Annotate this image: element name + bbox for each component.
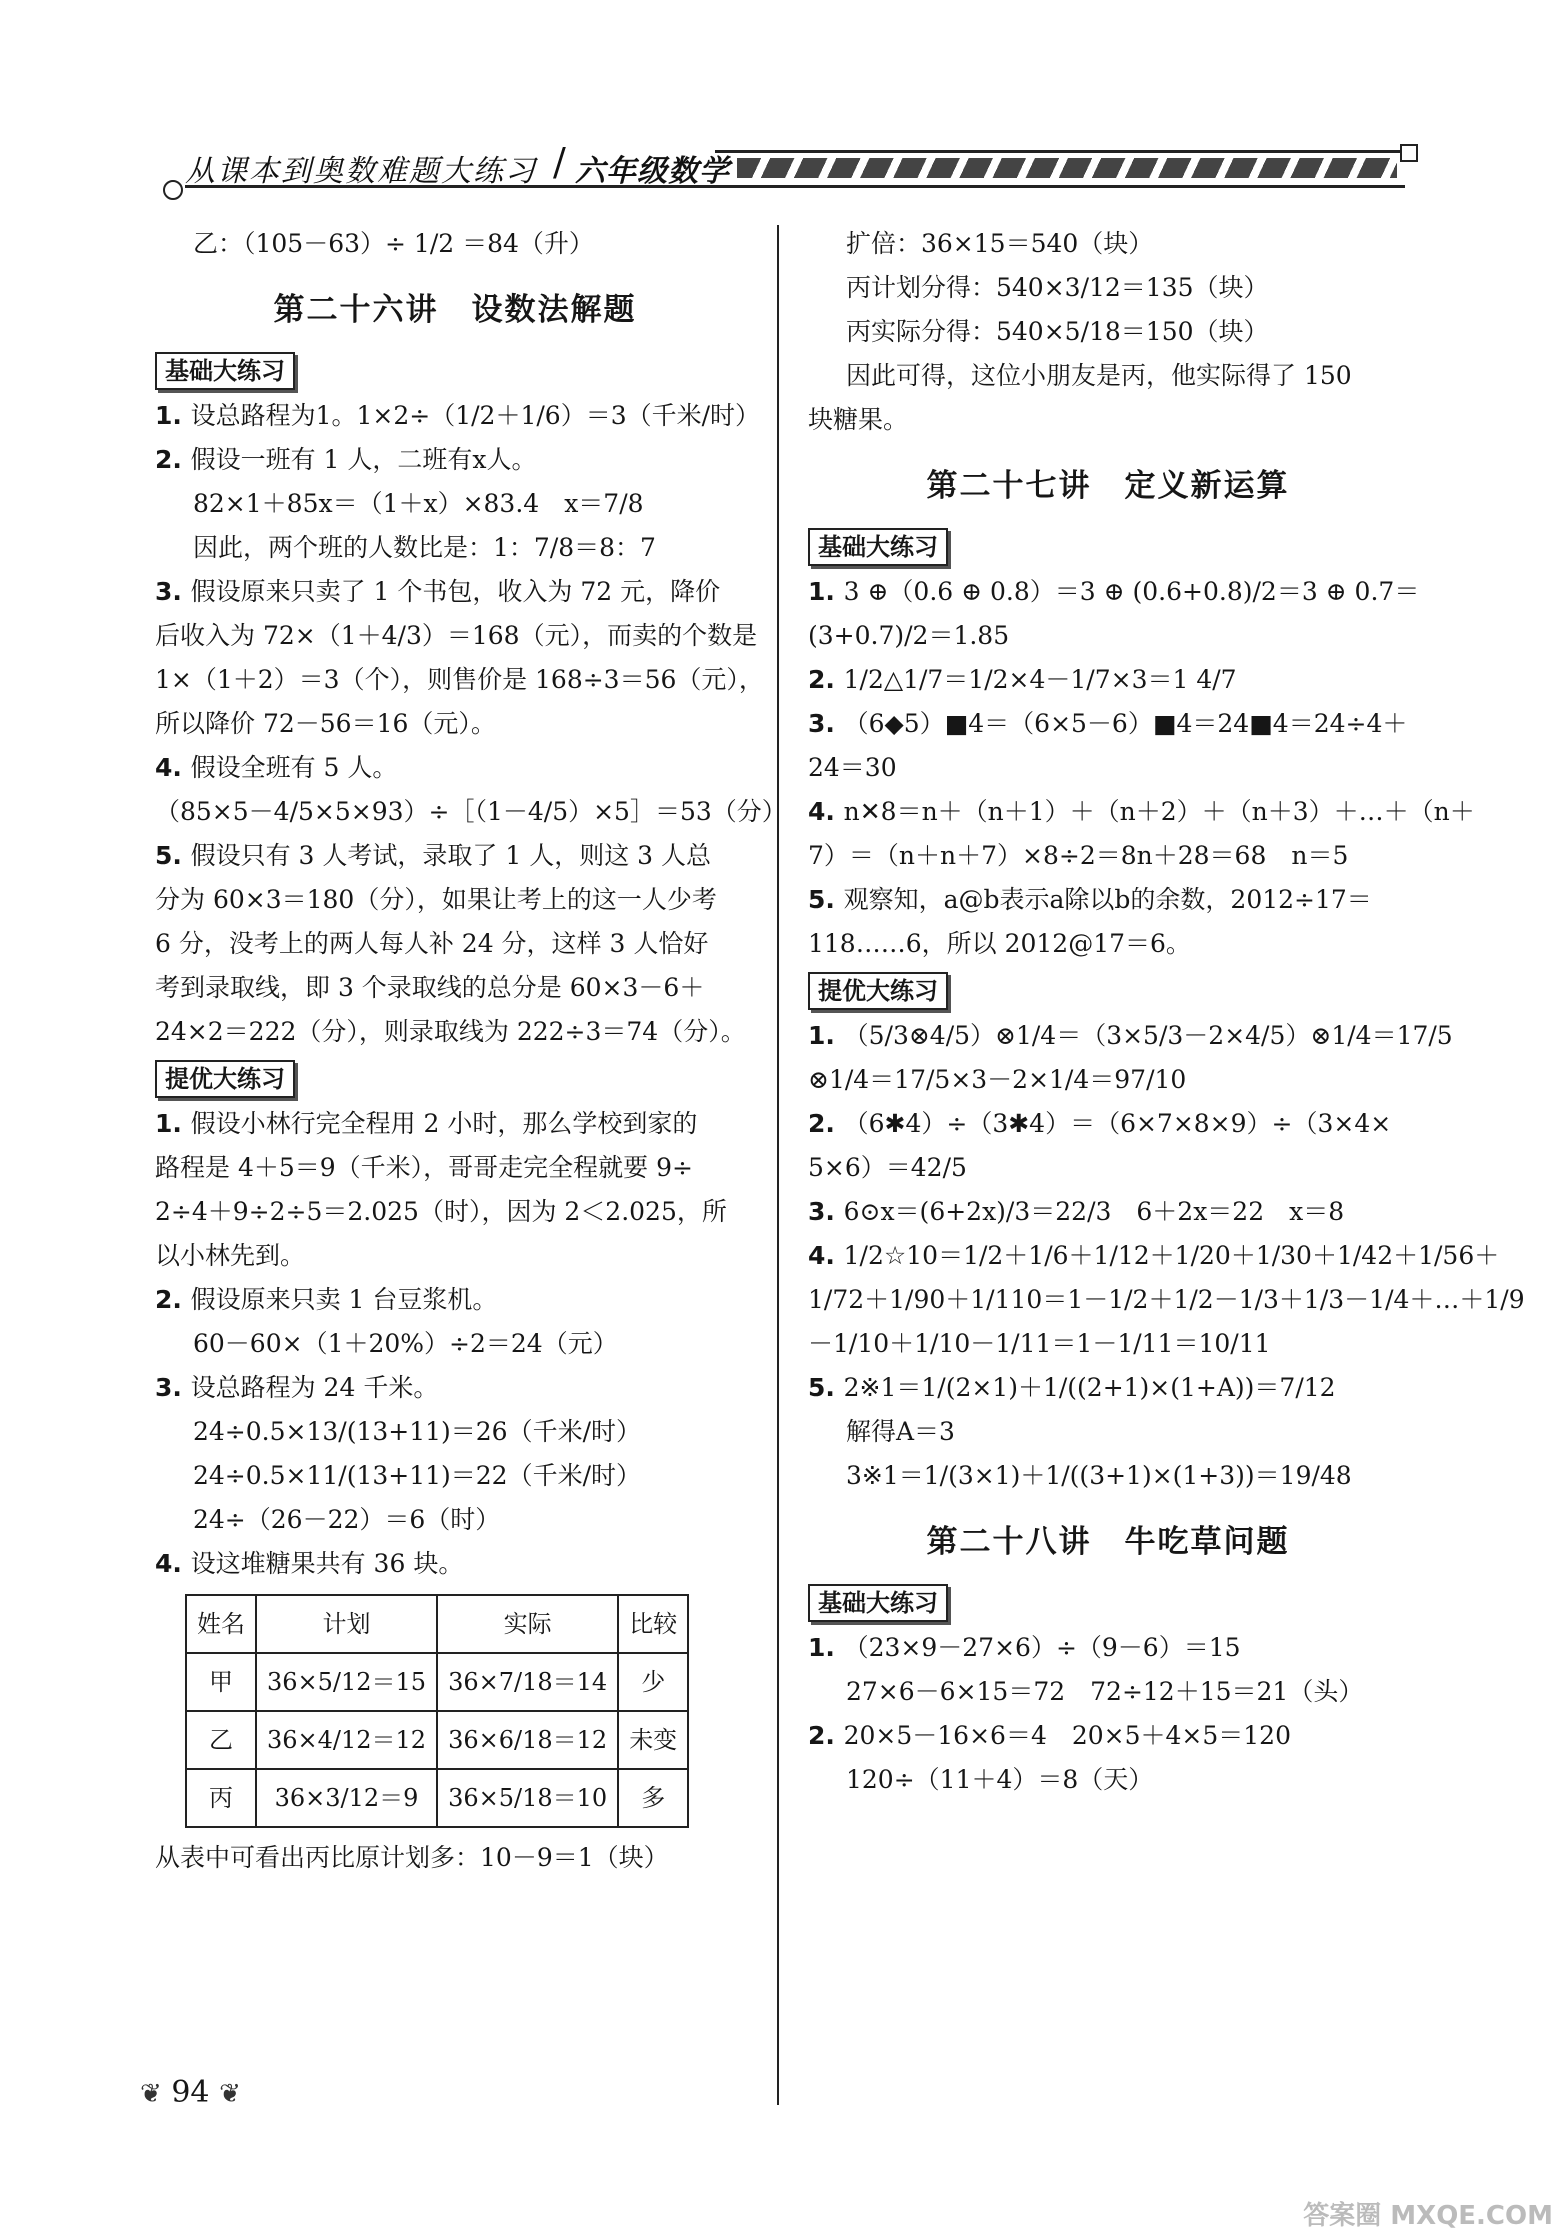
left-advanced-list [155,1102,755,1586]
table-header-cell: 比较 [618,1595,688,1653]
solution-line [808,1146,1408,1190]
solution-line [155,1102,755,1146]
table-cell: 甲 [186,1653,256,1711]
line-text: 所以降价 72－56＝16（元）。 [155,709,496,738]
page-footer [140,2075,241,2110]
line-text: 3※1＝1/(3×1)＋1/((3+1)×(1+3))＝19/48 [846,1461,1352,1490]
item-number: 5. [808,1373,844,1402]
solution-line [808,1190,1408,1234]
table-cell: 多 [618,1769,688,1827]
line-text: 24＝30 [808,753,897,782]
item-number: 3. [155,1373,191,1402]
line-text: 120÷（11＋4）＝8（天） [846,1765,1154,1794]
solution-line [155,790,787,834]
solution-line [808,398,1408,442]
solution-line [155,526,755,570]
line-text: 块糖果。 [808,405,909,434]
solution-line [155,438,755,482]
item-number: 1. [155,1109,191,1138]
line-text: 24÷0.5×11/(13+11)＝22（千米/时） [193,1461,642,1490]
item-number: 4. [808,1241,844,1270]
item-number: 4. [808,797,844,826]
solution-line [808,1758,1408,1802]
table-cell: 36×5/18＝10 [437,1769,618,1827]
line-text: 27×6－6×15＝72 72÷12＋15＝21（头） [846,1677,1364,1706]
solution-line [155,702,755,746]
line-text: n✕8＝n＋（n＋1）＋（n＋2）＋（n＋3）＋…＋（n＋ [843,797,1475,826]
right-top-list [808,222,1408,442]
line-text: （6◆5）■4＝（6×5－6）■4＝24■4＝24÷4＋ [843,709,1408,738]
solution-line [808,354,1408,398]
line-text: 路程是 4＋5＝9（千米），哥哥走完全程就要 9÷ [155,1153,693,1182]
header-square-ornament [1400,144,1418,162]
line-text: 假设一班有 1 人，二班有x人。 [190,445,537,474]
solution-line [155,1190,755,1234]
line-text: 118……6，所以 2012@17＝6。 [808,929,1191,958]
item-number: 2. [155,445,191,474]
solution-line [155,746,755,790]
line-text: 假设小林行完全程用 2 小时，那么学校到家的 [190,1109,698,1138]
solution-line [808,1714,1408,1758]
solution-line [155,966,755,1010]
left-column [155,222,787,1880]
line-text: 2÷4＋9÷2÷5＝2.025（时），因为 2＜2.025，所 [155,1197,727,1226]
line-text: 假设原来只卖了 1 个书包，收入为 72 元，降价 [190,577,721,606]
footer-ornament-left: ❦ [140,2079,162,2109]
solution-line [808,266,1408,310]
right-advanced-list [808,1014,1525,1498]
solution-line [155,1278,755,1322]
table-header-cell: 姓名 [186,1595,256,1653]
line-text: 60－60×（1＋20%）÷2＝24（元） [193,1329,618,1358]
line-text: （85×5－4/5×5×93）÷［（1－4/5）×5］＝53（分） [155,797,787,826]
solution-line [155,1010,755,1054]
line-text: 分为 60×3＝180（分），如果让考上的这一人少考 [155,885,717,914]
table-cell: 未变 [618,1711,688,1769]
after-table-line: 从表中可看出丙比原计划多：10－9＝1（块） [155,1843,669,1872]
line-text: 观察知，a@b表示a除以b的余数，2012÷17＝ [843,885,1372,914]
line-text: 假设原来只卖 1 台豆浆机。 [190,1285,498,1314]
solution-line [155,1322,755,1366]
line-text: 6 分，没考上的两人每人补 24 分，这样 3 人恰好 [155,929,709,958]
right-basic-list [808,570,1475,966]
solution-line [155,834,755,878]
line-text: －1/10＋1/10－1/11＝1－1/11＝10/11 [808,1329,1271,1358]
table-cell: 36×5/12＝15 [256,1653,437,1711]
item-number: 2. [808,1721,844,1750]
solution-line [155,878,755,922]
solution-line [808,1322,1408,1366]
solution-line [155,1542,755,1586]
solution-line [155,1234,755,1278]
solution-line [808,570,1420,614]
item-number: 4. [155,753,191,782]
solution-line [808,1410,1408,1454]
solution-line [808,1454,1408,1498]
line-text: （23×9－27×6）÷（9－6）＝15 [843,1633,1241,1662]
label-basic-practice-28: 基础大练习 [808,1584,948,1622]
table-cell: 36×4/12＝12 [256,1711,437,1769]
line-text: 1×（1＋2）＝3（个），则售价是 168÷3＝56（元）， [155,665,764,694]
line-text: （6✱4）÷（3✱4）＝（6×7×8×9）÷（3×4× [843,1109,1392,1138]
table-cell: 36×6/18＝12 [437,1711,618,1769]
table-body [186,1653,688,1827]
solution-line [155,1366,755,1410]
label-advanced-practice: 提优大练习 [155,1060,295,1098]
item-number: 3. [808,709,844,738]
table-header-cell: 计划 [256,1595,437,1653]
left-basic-list [155,394,787,1054]
line-text: 设总路程为 24 千米。 [190,1373,439,1402]
line-text: 1/72＋1/90＋1/110＝1－1/2＋1/2－1/3＋1/3－1/4＋…＋1/9 [808,1285,1525,1314]
solution-line [808,878,1408,922]
item-number: 2. [808,1109,844,1138]
section-title-26: 第二十六讲 设数法解题 [273,292,637,328]
line-text: 24×2＝222（分），则录取线为 222÷3＝74（分）。 [155,1017,746,1046]
table-header-cell: 实际 [437,1595,618,1653]
label-basic-practice-27: 基础大练习 [808,528,948,566]
line-text: 3 ⊕（0.6 ⊕ 0.8）＝3 ⊕ (0.6+0.8)/2＝3 ⊕ 0.7＝ [843,577,1420,606]
candy-table [185,1594,689,1828]
item-number: 3. [808,1197,844,1226]
solution-line [808,1278,1525,1322]
table-row [186,1653,688,1711]
table-cell: 36×7/18＝14 [437,1653,618,1711]
line-text: 5×6）＝42/5 [808,1153,967,1182]
solution-line [808,1234,1500,1278]
table-row [186,1711,688,1769]
solution-line [155,1410,755,1454]
watermark: 答案圈 MXQE.COM [1303,2201,1553,2231]
line-text: (3+0.7)/2＝1.85 [808,621,1010,650]
right-basic2-list [808,1626,1408,1802]
section-title-28: 第二十八讲 牛吃草问题 [926,1524,1290,1560]
solution-line [155,1146,755,1190]
solution-line [155,1454,755,1498]
solution-line [155,1498,755,1542]
item-number: 3. [155,577,191,606]
line-text: ⊗1/4＝17/5×3－2×1/4＝97/10 [808,1065,1187,1094]
line-text: 因此可得，这位小朋友是丙，他实际得了 150 [846,361,1352,390]
table-header-row [186,1595,688,1653]
item-number: 5. [808,885,844,914]
item-number: 1. [808,1633,844,1662]
header-slash: / [553,140,566,184]
solution-line [808,310,1408,354]
table-cell: 乙 [186,1711,256,1769]
solution-line [155,570,755,614]
solution-line [808,746,1408,790]
line-text: 假设全班有 5 人。 [190,753,398,782]
solution-line [808,1102,1408,1146]
solution-line [808,1626,1408,1670]
line-text: 丙实际分得：540×5/18＝150（块） [846,317,1269,346]
line-text: 解得A＝3 [846,1417,955,1446]
solution-line [808,702,1408,746]
line-text: 7）＝（n＋n＋7）×8÷2＝8n＋28＝68 n＝5 [808,841,1349,870]
label-advanced-practice-27: 提优大练习 [808,972,948,1010]
solution-line [808,834,1408,878]
line-text: 丙计划分得：540×3/12＝135（块） [846,273,1269,302]
table-cell: 丙 [186,1769,256,1827]
book-subtitle: 六年级数学 [575,154,730,189]
line-text: 6⊙x＝(6+2x)/3＝22/3 6＋2x＝22 x＝8 [843,1197,1345,1226]
solution-line [808,922,1408,966]
line-text: 后收入为 72×（1＋4/3）＝168（元），而卖的个数是 [155,621,758,650]
line-text: 以小林先到。 [155,1241,306,1270]
line-text: 考到录取线，即 3 个录取线的总分是 60×3－6＋ [155,973,705,1002]
item-number: 1. [808,1021,844,1050]
header-stripe-pattern [737,158,1397,178]
solution-line [808,1058,1408,1102]
right-column [808,222,1525,1802]
solution-line [155,658,764,702]
item-number: 5. [155,841,191,870]
line-text: 设这堆糖果共有 36 块。 [190,1549,464,1578]
header-circle-ornament [163,180,183,200]
section-title-27: 第二十七讲 定义新运算 [926,468,1290,504]
line-text: 1/2△1/7＝1/2×4－1/7×3＝1 4/7 [843,665,1237,694]
item-number: 1. [808,577,844,606]
item-number: 1. [155,401,191,430]
item-number: 4. [155,1549,191,1578]
line-text: 1/2☆10＝1/2＋1/6＋1/12＋1/20＋1/30＋1/42＋1/56＋ [843,1241,1500,1270]
page-number: 94 [171,2075,210,2110]
footer-ornament-right: ❦ [219,2079,241,2109]
line-text: 24÷（26－22）＝6（时） [193,1505,501,1534]
solution-line [155,922,755,966]
line-text: （5/3⊗4/5）⊗1/4＝（3×5/3－2×4/5）⊗1/4＝17/5 [843,1021,1453,1050]
table-row [186,1769,688,1827]
solution-line [808,614,1408,658]
solution-line [808,1670,1408,1714]
solution-line [808,222,1408,266]
page-header [155,140,1415,196]
solution-line [808,1014,1453,1058]
solution-line [808,1366,1408,1410]
line-text: 24÷0.5×13/(13+11)＝26（千米/时） [193,1417,642,1446]
solution-line [808,658,1408,702]
book-title: 从课本到奥数难题大练习 [185,154,537,189]
line-text: 82×1＋85x＝（1＋x）×83.4 x＝7/8 [193,489,644,518]
table-cell: 少 [618,1653,688,1711]
line-text: 假设只有 3 人考试，录取了 1 人，则这 3 人总 [190,841,712,870]
header-rule-top [715,150,1403,153]
column-divider [777,225,779,2105]
line-text: 设总路程为1。1×2÷（1/2＋1/6）＝3（千米/时） [190,401,761,430]
solution-line [155,394,761,438]
item-number: 2. [155,1285,191,1314]
table-cell: 36×3/12＝9 [256,1769,437,1827]
line-text: 扩倍：36×15＝540（块） [846,229,1154,258]
line-text: 2※1＝1/(2×1)＋1/((2+1)×(1+A))＝7/12 [843,1373,1336,1402]
carry-over-line: 乙：（105－63）÷ 1/2 ＝84（升） [193,229,594,258]
line-text: 20×5－16×6＝4 20×5＋4×5＝120 [843,1721,1291,1750]
solution-line [155,614,758,658]
label-basic-practice: 基础大练习 [155,352,295,390]
solution-line [155,482,755,526]
solution-line [808,790,1475,834]
item-number: 2. [808,665,844,694]
line-text: 因此，两个班的人数比是：1：7/8＝8：7 [193,533,656,562]
